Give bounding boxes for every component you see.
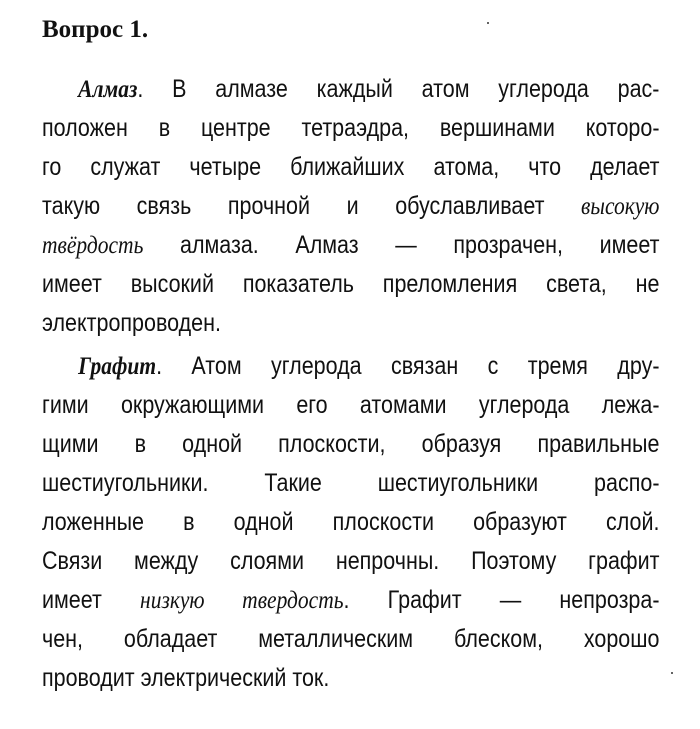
term-diamond: Алмаз xyxy=(78,76,138,103)
emphasis-high-hardness: высокую xyxy=(581,193,660,220)
text-line: шестиугольники. Такие шестиугольники распо- xyxy=(42,469,660,497)
text-line: электропроводен. xyxy=(42,309,221,337)
paragraph-diamond xyxy=(42,70,660,343)
scan-speck xyxy=(487,22,489,24)
text-line: гими окружающими его атомами углерода лежа- xyxy=(42,391,660,419)
text-line: Связи между слоями непрочны. Поэтому графит xyxy=(42,547,660,575)
text-line: Графит. Атом углерода связан с тремя дру- xyxy=(78,352,660,380)
term-graphite: Графит xyxy=(78,353,157,380)
text-line: чен, обладает металлическим блеском, хорошо xyxy=(42,625,660,653)
text-line: го служат четыре ближайших атома, что делает xyxy=(42,153,660,181)
text-line: Алмаз. В алмазе каждый атом углерода рас- xyxy=(78,75,660,103)
scan-speck xyxy=(671,672,673,674)
text-line: такую связь прочной и обуславливает высокую xyxy=(42,192,660,220)
question-heading: Вопрос 1. xyxy=(42,16,149,43)
text-line: имеет низкую твердость. Графит — непрозра- xyxy=(42,586,660,614)
text-line: щими в одной плоскости, образуя правильные xyxy=(42,430,660,458)
text-line: ложенные в одной плоскости образуют слой. xyxy=(42,508,660,536)
paragraph-graphite xyxy=(42,347,660,698)
text-line: положен в центре тетраэдра, вершинами которо- xyxy=(42,114,660,142)
text-line: проводит электрический ток. xyxy=(42,664,330,692)
emphasis-low-hardness: низкую твердость xyxy=(140,587,344,614)
text-line: имеет высокий показатель преломления света, не xyxy=(42,270,660,298)
text-line: твёрдость алмаза. Алмаз — прозрачен, имеет xyxy=(42,231,660,259)
emphasis-hardness: твёрдость xyxy=(42,232,144,259)
